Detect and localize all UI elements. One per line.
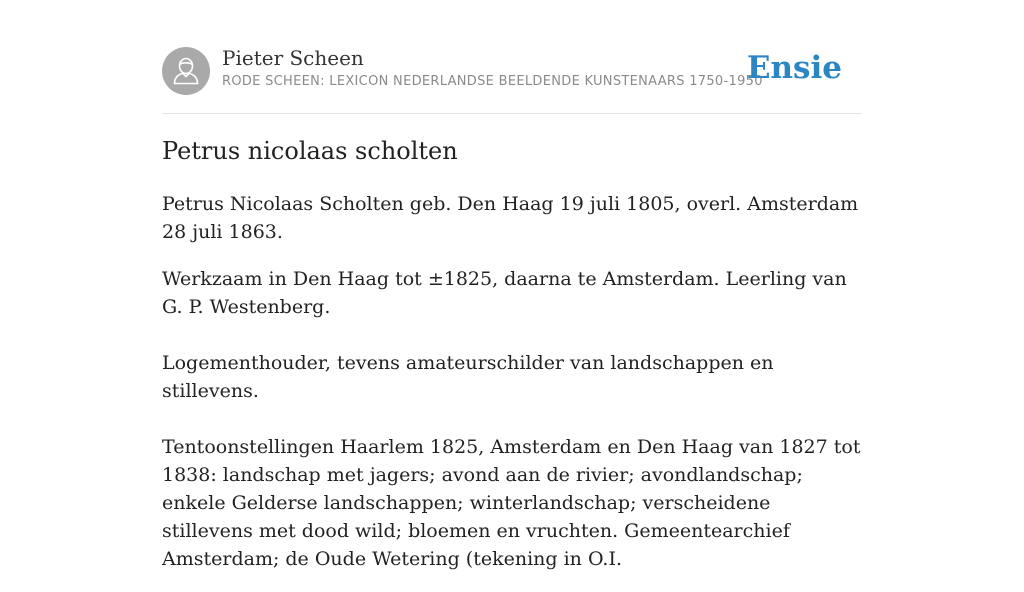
paragraph: Tentoonstellingen Haarlem 1825, Amsterdam en Den Haag van 1827 tot 1838: landschap met jagers; avond aan de rivier; avondlandschap; enkele Gelderse landschappen; winterlandschap; verscheidene stillevens met dood wild; bloemen en vruchten. Gemeentearchief Amsterdam; de Oude Wetering (tekening in O.I. (162, 436, 861, 570)
source-label[interactable]: RODE SCHEEN: LEXICON NEDERLANDSE BEELDENDE KUNSTENAARS 1750-1950 (222, 74, 763, 89)
user-icon (162, 47, 210, 95)
article-title: Petrus nicolaas scholten (162, 137, 458, 165)
ensie-logo[interactable]: Ensie (746, 50, 842, 86)
avatar[interactable] (162, 47, 210, 95)
article-header (162, 0, 862, 114)
article-body (162, 190, 862, 592)
page-container (162, 0, 862, 570)
paragraph: Werkzaam in Den Haag tot ±1825, daarna te Amsterdam. Leerling van G. P. Westenberg. (162, 268, 847, 318)
paragraph: Petrus Nicolaas Scholten geb. Den Haag 19 juli 1805, overl. Amsterdam 28 juli 1863. (162, 193, 859, 243)
author-name[interactable]: Pieter Scheen (222, 46, 364, 70)
paragraph: Logementhouder, tevens amateurschilder van landschappen en stillevens. (162, 352, 774, 402)
